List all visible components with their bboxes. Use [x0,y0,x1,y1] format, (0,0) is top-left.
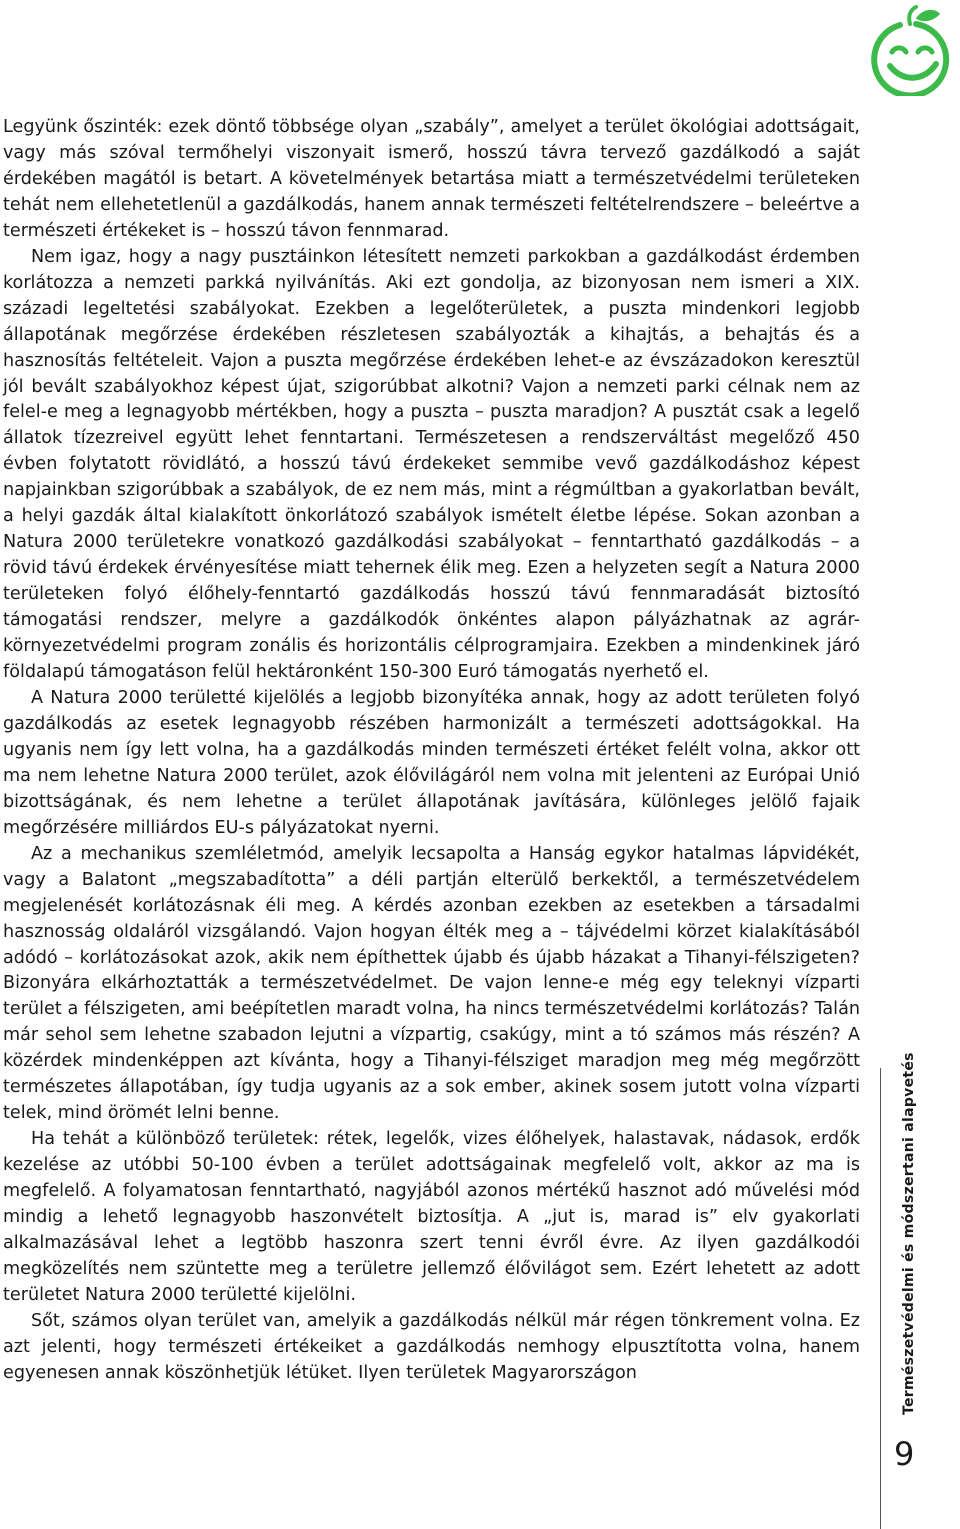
paragraph-5: Ha tehát a különböző területek: rétek, legelők, vizes élőhelyek, halastavak, nádasok, erdők kezelése az utóbbi 50-100 évben a terület adottságainak megfelelő volt, akkor az ma is megfelelő. A folyamatosan fenntartható, nagyjából azonos mértékű hasznot adó művelési mód mindig a lehető legnagyobb haszonvételt biztosítja. A „jut is, marad is” elv gyakorlati alkalmazásával lehet a legtöbb haszonra szert tenni évről évre. Az ilyen gazdálkodói megközelítés nem szüntette meg a területre jellemző élővilágot sem. Ezért lehetett az adott területet Natura 2000 területté kijelölni. [3,1129,860,1305]
article-text [3,115,860,1387]
side-divider [880,1068,881,1529]
section-side-label: Természetvédelmi és módszertani alapvetés [901,1052,917,1415]
paragraph-3: A Natura 2000 területté kijelölés a legjobb bizonyítéka annak, hogy az adott területen folyó gazdálkodás az esetek legnagyobb részében harmonizált a természeti adottságokkal. Ha ugyanis nem így lett volna, ha a gazdálkodás minden természeti értéket felélt volna, akkor ott ma nem lehetne Natura 2000 terület, azok élővilágáról nem volna mit jelenteni az Európai Unió bizottságának, és nem lehetne a terület állapotának javítására, különleges jelölő fajaik megőrzésére milliárdos EU-s pályázatokat nyerni. [3,687,860,838]
page-number: 9 [894,1435,915,1473]
paragraph-4: Az a mechanikus szemléletmód, amelyik lecsapolta a Hanság egykor hatalmas lápvidékét, vagy a Balatont „megszabadította” a déli partján elterülő berkektől, a természetvédelem megjelenését korlátozásnak éli meg. A kérdés azonban ezekben az esetekben a társadalmi hasznosság oldaláról vizsgálandó. Vajon hogyan élték meg a – tájvédelmi körzet kialakításából adódó – korlátozásokat azok, akik nem építhettek újabb és újabb házakat a Tihanyi-félszigeten? Bizonyára elkárhoztatták a természetvédelmet. De vajon lenne-e még egy teleknyi vízparti terület a félszigeten, ami beépítetlen maradt volna, ha nincs természetvédelmi korlátozás? Talán már sehol sem lehetne szabadon lejutni a vízpartig, csakúgy, mint a tó számos más részén? A közérdek mindenképpen azt kívánta, hogy a Tihanyi-félsziget maradjon meg még megőrzött természetes állapotában, így tudja ugyanis az a sok ember, akinek sosem jutott volna vízparti telek, mind örömét lelni benne. [3,843,860,1124]
paragraph-6: Sőt, számos olyan terület van, amelyik a gazdálkodás nélkül már régen tönkrement volna. Ez azt jelenti, hogy természeti értékeiket a gazdálkodás nemhogy elpusztította volna, hanem egyenesen annak köszönhetjük létüket. Ilyen területek Magyarországon [3,1310,860,1383]
paragraph-1: Legyünk őszinték: ezek döntő többsége olyan „szabály”, amelyet a terület ökológiai adottságait, vagy más szóval termőhelyi viszonyait ismerő, hosszú távra tervező gazdálkodó a saját érdekében magától is betart. A követelmények betartása miatt a természetvédelmi területeken tehát nem ellehetetlenül a gazdálkodás, hanem annak természeti feltételrendszere – beleértve a természeti értékeket is – hosszú távon fennmarad. [3,117,860,241]
smiley-apple-logo-icon [866,4,958,96]
paragraph-2: Nem igaz, hogy a nagy pusztáinkon létesített nemzeti parkokban a gazdálkodást érdemben korlátozza a nemzeti parkká nyilvánítás. Aki ezt gondolja, az bizonyosan nem ismeri a XIX. századi legeltetési szabályokat. Ezekben a legelőterületek, a puszta mindenkori legjobb állapotának megőrzése érdekében részletesen szabályozták a kihajtás, a behajtás és a hasznosítás feltételeit. Vajon a puszta megőrzése érdekében lehet-e az évszázadokon keresztül jól bevált szabályokhoz képest újat, szigorúbbat alkotni? Vajon a nemzeti parki célnak nem az felel-e meg a legnagyobb mértékben, hogy a puszta – puszta maradjon? A pusztát csak a legelő állatok tízezreivel együtt lehet fenntartani. Természetesen a rendszerváltást megelőző 450 évben folytatott rövidlátó, a hosszú távú érdekeket semmibe vevő gazdálkodáshoz képest napjainkban szigorúbbak a szabályok, de ez nem más, mint a régmúltban a gyakorlatban bevált, a helyi gazdák által kialakított önkorlátozó szabályok ismételt életbe lépése. Sokan azonban a Natura 2000 területekre vonatkozó gazdálkodási szabályokat – fenntartható gazdálkodás – a rövid távú érdekek érvényesítése miatt tehernek élik meg. Ezen a helyzeten segít a Natura 2000 területeken folyó élőhely-fenntartó gazdálkodás hosszú távú fennmaradását biztosító támogatási rendszer, melyre a gazdálkodók önkéntes alapon pályázhatnak az agrár-környezetvédelmi program zonális és horizontális célprogramjaira. Ezekben a mindenkinek járó földalapú támogatáson felül hektáronként 150-300 Euró támogatás nyerhető el. [3,246,860,683]
